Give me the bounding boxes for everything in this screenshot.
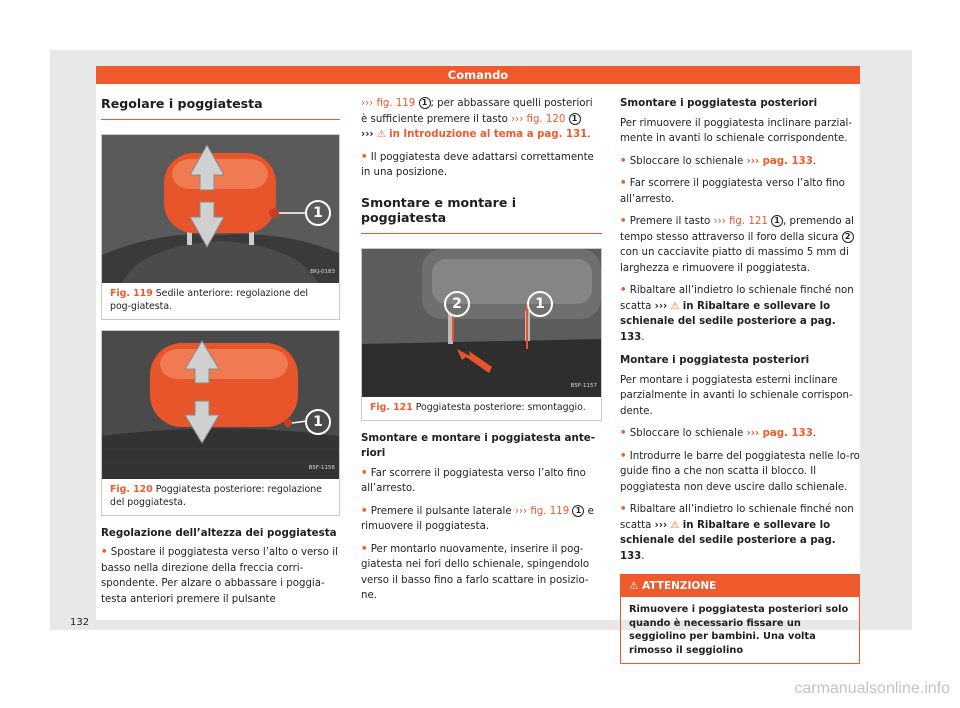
- warning-icon: ⚠: [670, 300, 680, 312]
- continued-paragraph: ››› fig. 119 1 ; per abbassare quelli posteriori è sufficiente premere il tasto ››› fig. 120 1 ››› ⚠ in Introduzione al tema a pag. 131.: [361, 98, 593, 140]
- warning-title: ATTENZIONE: [642, 580, 717, 592]
- subheading-regolazione: Regolazione dell’altezza dei poggiatesta: [101, 526, 337, 539]
- section-title-regolare: Regolare i poggiatesta: [101, 96, 340, 120]
- bullet-text: Spostare il poggiatesta verso l’alto o verso il basso nella direzione della freccia corri-spondente. Per alzare o abbassare i poggia-testa anteriori premere il pulsante: [101, 547, 338, 605]
- warning-icon: ⚠: [629, 580, 639, 592]
- fig-119-link[interactable]: ››› fig. 119: [361, 98, 416, 109]
- bullet-item: • Sbloccare lo schienale ››› pag. 133.: [620, 155, 817, 167]
- section-banner: Comando: [96, 66, 860, 84]
- bullet-item: • Il poggiatesta deve adattarsi correttamente in una posizione.: [361, 151, 594, 178]
- figure-ref: Fig. 121: [370, 401, 413, 413]
- bullet-item: • Far scorrere il poggiatesta verso l’alto fino all’arresto.: [361, 467, 586, 494]
- bullet-item: • Introdurre le barre del poggiatesta nelle lo-ro guide fino a che non scatta il blocco. Il poggiatesta non deve uscire dallo schienale.: [620, 450, 860, 493]
- figure-121-image: [362, 249, 601, 397]
- fig-121-link[interactable]: ››› fig. 121: [713, 216, 768, 227]
- page-133-link[interactable]: ››› pag. 133: [746, 428, 813, 439]
- bullet-item: • Per montarlo nuovamente, inserire il pog-giatesta nei fori dello schienale, spingendolo verso il basso fino a farlo scattare in posizio-ne.: [361, 543, 590, 601]
- watermark: carmanualsonline.info: [794, 680, 950, 697]
- callout-2: 2: [444, 291, 470, 317]
- figure-119: [101, 134, 340, 320]
- fig-119-link[interactable]: ››› fig. 119: [514, 505, 570, 517]
- figure-ref: Fig. 119: [110, 287, 153, 299]
- column-right: [620, 96, 860, 664]
- subheading-montare-posteriori: Montare i poggiatesta posteriori: [620, 354, 810, 366]
- paragraph-text: ; per abbassare quelli posteriori è sufficiente premere il tasto: [361, 98, 593, 125]
- image-code: B5F-1156: [308, 465, 335, 471]
- ribaltare-link[interactable]: in Ribaltare e sollevare lo schienale del sedile posteriore a pag. 133: [620, 300, 836, 343]
- figure-ref: Fig. 120: [110, 483, 153, 495]
- page-number: 132: [70, 617, 90, 628]
- warning-header: [621, 575, 859, 597]
- bullet-item: • Ribaltare all’indietro lo schienale finché non scatta ››› ⚠ in Ribaltare e sollevare lo schienale del sedile posteriore a pag. 133.: [620, 285, 854, 343]
- callout-1: 1: [305, 200, 331, 226]
- ribaltare-link[interactable]: in Ribaltare e sollevare lo schienale del sedile posteriore a pag. 133: [620, 519, 836, 562]
- page-133-link[interactable]: ››› pag. 133: [746, 155, 813, 167]
- subheading-smontare-posteriori: Smontare i poggiatesta posteriori: [620, 97, 818, 109]
- caption-text: Poggiatesta posteriore: smontaggio.: [415, 401, 586, 413]
- callout-number: 2: [842, 231, 854, 243]
- warning-box: [620, 574, 860, 664]
- callout-1: 1: [305, 409, 331, 435]
- callout-number: 1: [419, 97, 431, 109]
- caption-text: Poggiatesta posteriore: regolazione del poggiatesta.: [110, 483, 322, 508]
- paragraph: Per montare i poggiatesta esterni inclinare parzialmente in avanti lo schienale corrispon-dente.: [620, 374, 853, 417]
- subheading-anteriori: Smontare e montare i poggiatesta ante-riori: [361, 431, 596, 459]
- warning-icon: ⚠: [376, 129, 386, 140]
- image-code: B5F-1157: [570, 383, 597, 389]
- warning-text: Rimuovere i poggiatesta posteriori solo quando è necessario fissare un seggiolino per bambini. Una volta rimosso il seggiolino: [629, 604, 849, 656]
- ref-arrows: ›››: [361, 129, 374, 140]
- intro-link[interactable]: in Introduzione al tema a pag. 131: [389, 129, 588, 140]
- bullet-item: • Ribaltare all’indietro lo schienale finché non scatta ››› ⚠ in Ribaltare e sollevare lo schienale del sedile posteriore a pag. 133.: [620, 504, 854, 562]
- callout-number: 1: [771, 215, 783, 227]
- figure-121: [361, 248, 602, 421]
- column-left: [101, 96, 340, 614]
- figure-119-caption: [102, 283, 339, 319]
- caption-text: Sedile anteriore: regolazione del pog-giatesta.: [110, 287, 308, 312]
- bullet-item: • Premere il tasto ››› fig. 121 1 , premendo al tempo stesso attraverso il foro della sicura 2 con un cacciavite piatto di massimo 5 mm di larghezza e rimuovere il poggiatesta.: [620, 216, 854, 274]
- warning-icon: ⚠: [670, 519, 680, 531]
- figure-120-caption: [102, 479, 339, 515]
- bullet-item: • Premere il pulsante laterale ››› fig. 119 1 e rimuovere il poggiatesta.: [361, 505, 594, 532]
- bullet-item: • Sbloccare lo schienale ››› pag. 133.: [620, 428, 817, 439]
- callout-number: 1: [569, 113, 581, 125]
- figure-119-image: [102, 135, 339, 283]
- section-title-smontare: Smontare e montare i poggiatesta: [361, 195, 602, 234]
- bullet-text: Il poggiatesta deve adattarsi correttamente in una posizione.: [361, 151, 594, 178]
- figure-121-caption: [362, 397, 601, 420]
- image-code: BKJ-0183: [310, 269, 335, 275]
- paragraph: Per rimuovere il poggiatesta inclinare parzial-mente in avanti lo schienale corrispondente.: [620, 117, 853, 144]
- callout-number: 1: [572, 505, 584, 517]
- figure-120-image: [102, 331, 339, 479]
- fig-120-link[interactable]: ››› fig. 120: [511, 113, 566, 125]
- figure-120: [101, 330, 340, 516]
- bullet-item: • Far scorrere il poggiatesta verso l’alto fino all’arresto.: [620, 178, 845, 205]
- column-middle: [361, 96, 602, 611]
- bullet-item: • Spostare il poggiatesta verso l’alto o verso il basso nella direzione della freccia corri-spondente. Per alzare o abbassare i poggia-testa anteriori premere il pulsante: [101, 547, 338, 605]
- callout-1: 1: [527, 291, 553, 317]
